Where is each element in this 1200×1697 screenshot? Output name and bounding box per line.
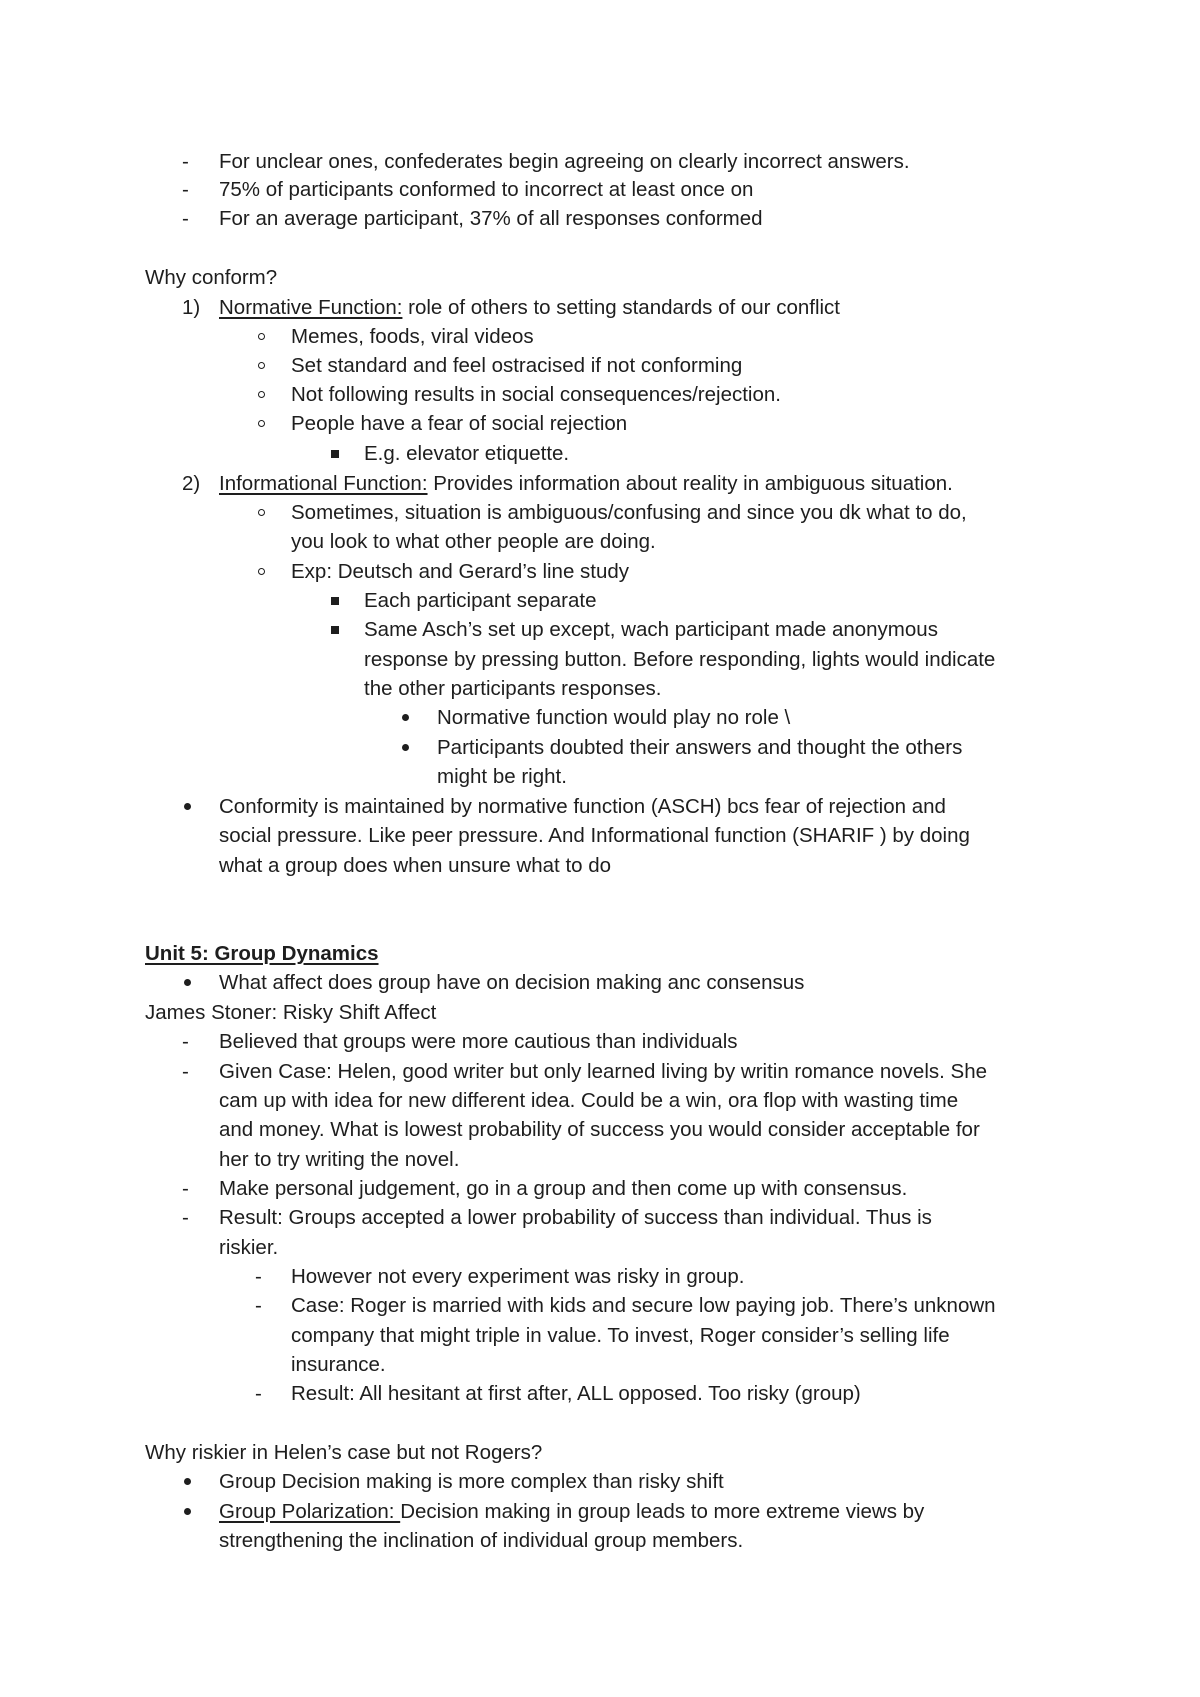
square-bullet-icon bbox=[331, 450, 339, 458]
section-heading: Why riskier in Helen’s case but not Rogers? bbox=[145, 1441, 543, 1464]
text-line: Conformity is maintained by normative function (ASCH) bcs fear of rejection and bbox=[219, 795, 946, 818]
unit-heading: Unit 5: Group Dynamics bbox=[145, 942, 379, 965]
text-line: However not every experiment was risky in group. bbox=[291, 1265, 745, 1288]
bullet-icon bbox=[184, 1478, 191, 1485]
text-line: Result: All hesitant at first after, ALL opposed. Too risky (group) bbox=[291, 1382, 861, 1405]
section-heading: James Stoner: Risky Shift Affect bbox=[145, 1001, 437, 1024]
dash-marker: - bbox=[255, 1382, 262, 1405]
dash-marker: - bbox=[182, 1060, 189, 1083]
text-line: might be right. bbox=[437, 765, 567, 788]
text-line: insurance. bbox=[291, 1353, 386, 1376]
text-line: Believed that groups were more cautious than individuals bbox=[219, 1030, 738, 1053]
text-line: Not following results in social consequences/rejection. bbox=[291, 383, 781, 406]
circle-bullet-icon bbox=[258, 568, 265, 575]
text-line: what a group does when unsure what to do bbox=[219, 854, 612, 877]
term-definition: Provides information about reality in ambiguous situation. bbox=[427, 472, 953, 495]
text-line: Result: Groups accepted a lower probability of success than individual. Thus is bbox=[219, 1206, 932, 1229]
bullet-icon bbox=[402, 744, 409, 751]
section-heading: Why conform? bbox=[145, 266, 278, 289]
dash-marker: - bbox=[182, 207, 189, 230]
text-line bbox=[219, 474, 953, 495]
term-label: Group Polarization: bbox=[219, 1500, 401, 1523]
text-line bbox=[219, 1502, 924, 1523]
text-line: cam up with idea for new different idea. Could be a win, ora flop with wasting time bbox=[219, 1089, 959, 1112]
bullet-icon bbox=[184, 979, 191, 986]
text-line: What affect does group have on decision making anc consensus bbox=[219, 971, 805, 994]
square-bullet-icon bbox=[331, 626, 339, 634]
square-bullet-icon bbox=[331, 597, 339, 605]
dash-marker: - bbox=[182, 1206, 189, 1229]
text-line: you look to what other people are doing. bbox=[291, 530, 656, 553]
bullet-icon bbox=[184, 803, 191, 810]
term-definition: Decision making in group leads to more extreme views by bbox=[400, 1500, 925, 1523]
text-line: social pressure. Like peer pressure. And Informational function (SHARIF ) by doing bbox=[219, 824, 970, 847]
bullet-icon bbox=[402, 714, 409, 721]
text-line: People have a fear of social rejection bbox=[291, 412, 628, 435]
dash-marker: - bbox=[255, 1294, 262, 1317]
text-line: strengthening the inclination of individual group members. bbox=[219, 1529, 744, 1552]
term-label: Informational Function: bbox=[219, 472, 428, 495]
text-line: company that might triple in value. To invest, Roger consider’s selling life bbox=[291, 1324, 950, 1347]
circle-bullet-icon bbox=[258, 333, 265, 340]
text-line: Case: Roger is married with kids and secure low paying job. There’s unknown bbox=[291, 1294, 996, 1317]
circle-bullet-icon bbox=[258, 391, 265, 398]
circle-bullet-icon bbox=[258, 509, 265, 516]
text-line: response by pressing button. Before responding, lights would indicate bbox=[364, 648, 996, 671]
text-line: Sometimes, situation is ambiguous/confusing and since you dk what to do, bbox=[291, 501, 967, 524]
text-line bbox=[219, 298, 840, 319]
text-line: For unclear ones, confederates begin agreeing on clearly incorrect answers. bbox=[219, 150, 910, 173]
dash-marker: - bbox=[182, 1177, 189, 1200]
term-definition: role of others to setting standards of our conflict bbox=[402, 296, 841, 319]
text-line: E.g. elevator etiquette. bbox=[364, 442, 570, 465]
circle-bullet-icon bbox=[258, 420, 265, 427]
text-line: Memes, foods, viral videos bbox=[291, 325, 534, 348]
text-line: Each participant separate bbox=[364, 589, 597, 612]
dash-marker: - bbox=[182, 178, 189, 201]
text-line: Given Case: Helen, good writer but only learned living by writin romance novels. She bbox=[219, 1060, 987, 1083]
dash-marker: - bbox=[182, 1030, 189, 1053]
text-line: riskier. bbox=[219, 1236, 279, 1259]
dash-marker: - bbox=[182, 150, 189, 173]
number-marker: 2) bbox=[182, 472, 201, 495]
text-line: Same Asch’s set up except, wach participant made anonymous bbox=[364, 618, 938, 641]
circle-bullet-icon bbox=[258, 362, 265, 369]
text-line: Make personal judgement, go in a group and then come up with consensus. bbox=[219, 1177, 908, 1200]
bullet-icon bbox=[184, 1508, 191, 1515]
text-line: and money. What is lowest probability of success you would consider acceptable for bbox=[219, 1118, 980, 1141]
text-line: Exp: Deutsch and Gerard’s line study bbox=[291, 560, 630, 583]
text-line: Normative function would play no role \ bbox=[437, 706, 791, 729]
number-marker: 1) bbox=[182, 296, 201, 319]
text-line: her to try writing the novel. bbox=[219, 1148, 460, 1171]
text-line: For an average participant, 37% of all responses conformed bbox=[219, 207, 763, 230]
text-line: the other participants responses. bbox=[364, 677, 662, 700]
text-line: Participants doubted their answers and thought the others bbox=[437, 736, 963, 759]
term-label: Normative Function: bbox=[219, 296, 403, 319]
text-line: Group Decision making is more complex than risky shift bbox=[219, 1470, 724, 1493]
text-line: 75% of participants conformed to incorrect at least once on bbox=[219, 178, 754, 201]
dash-marker: - bbox=[255, 1265, 262, 1288]
text-line: Set standard and feel ostracised if not conforming bbox=[291, 354, 743, 377]
